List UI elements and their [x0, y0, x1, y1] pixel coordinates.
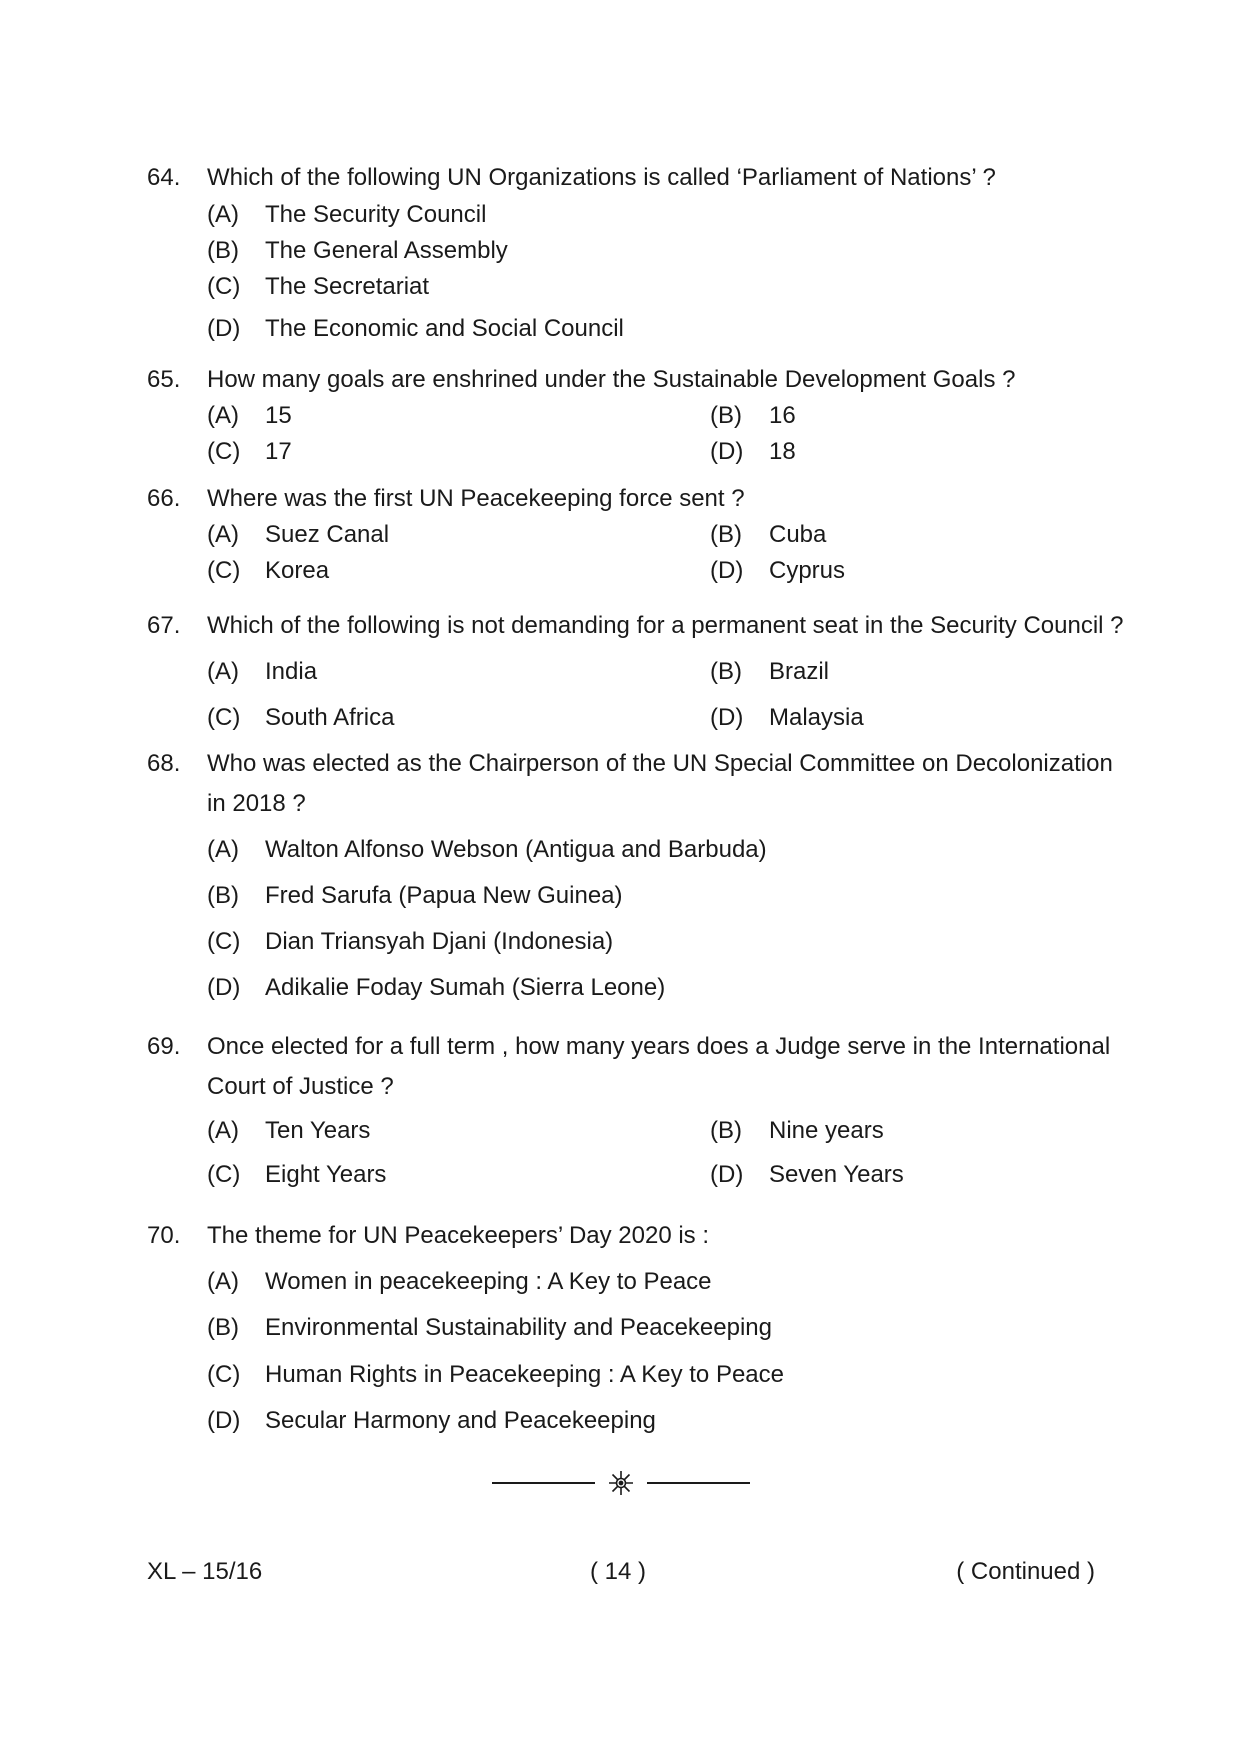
option-label: (A) [207, 1268, 239, 1295]
option-text: Women in peacekeeping : A Key to Peace [265, 1268, 712, 1295]
question-text: The theme for UN Peacekeepers’ Day 2020 is : [207, 1222, 710, 1249]
option-text: Fred Sarufa (Papua New Guinea) [265, 882, 623, 909]
option-label: (A) [207, 1117, 239, 1144]
option-text: Korea [265, 557, 330, 584]
page-number: ( 14 ) [590, 1558, 647, 1585]
option-text: Seven Years [769, 1161, 904, 1188]
option-label: (C) [207, 557, 241, 584]
option-text: The Secretariat [265, 273, 430, 300]
option-text: Eight Years [265, 1161, 387, 1188]
option-label: (D) [207, 315, 241, 342]
question-text: in 2018 ? [207, 790, 306, 817]
option-label: (A) [207, 658, 239, 685]
question-number: 67. [147, 612, 181, 639]
option-text: 16 [769, 402, 796, 429]
end-ornament [490, 1470, 752, 1496]
option-label: (D) [207, 1407, 241, 1434]
option-text: Secular Harmony and Peacekeeping [265, 1407, 656, 1434]
option-text: Brazil [769, 658, 830, 685]
option-label: (D) [207, 974, 241, 1001]
option-label: (A) [207, 836, 239, 863]
option-text: 15 [265, 402, 292, 429]
option-label: (C) [207, 928, 241, 955]
option-text: Nine years [769, 1117, 884, 1144]
paper-code: XL – 15/16 [147, 1558, 263, 1585]
option-text: Malaysia [769, 704, 864, 731]
option-text: The General Assembly [265, 237, 508, 264]
question-number: 64. [147, 164, 181, 191]
question-number: 70. [147, 1222, 181, 1249]
star-icon [609, 1471, 633, 1495]
question-number: 65. [147, 366, 181, 393]
option-label: (C) [207, 704, 241, 731]
option-text: 18 [769, 438, 796, 465]
option-label: (D) [710, 557, 744, 584]
option-text: The Security Council [265, 201, 487, 228]
option-label: (B) [710, 1117, 742, 1144]
question-text: Which of the following is not demanding for a permanent seat in the Security Council ? [207, 612, 1124, 639]
question-number: 68. [147, 750, 181, 777]
option-text: The Economic and Social Council [265, 315, 624, 342]
option-label: (A) [207, 521, 239, 548]
question-text: Court of Justice ? [207, 1073, 394, 1100]
option-text: Suez Canal [265, 521, 390, 548]
option-text: Environmental Sustainability and Peacekeeping [265, 1314, 772, 1341]
option-label: (B) [207, 1314, 239, 1341]
option-text: South Africa [265, 704, 395, 731]
option-label: (C) [207, 1161, 241, 1188]
option-label: (B) [710, 402, 742, 429]
option-label: (A) [207, 402, 239, 429]
option-label: (B) [710, 658, 742, 685]
option-label: (B) [207, 237, 239, 264]
question-text: Which of the following UN Organizations is called ‘Parliament of Nations’ ? [207, 164, 996, 191]
option-text: Walton Alfonso Webson (Antigua and Barbuda) [265, 836, 767, 863]
question-text: Who was elected as the Chairperson of the UN Special Committee on Decolonization [207, 750, 1113, 777]
question-text: How many goals are enshrined under the Sustainable Development Goals ? [207, 366, 1016, 393]
option-label: (B) [710, 521, 742, 548]
option-text: Cuba [769, 521, 827, 548]
option-label: (C) [207, 1361, 241, 1388]
continued-label: ( Continued ) [956, 1558, 1095, 1585]
option-label: (C) [207, 438, 241, 465]
option-text: India [265, 658, 318, 685]
option-label: (D) [710, 438, 744, 465]
question-text: Where was the first UN Peacekeeping force sent ? [207, 485, 745, 512]
option-text: Cyprus [769, 557, 846, 584]
option-text: Adikalie Foday Sumah (Sierra Leone) [265, 974, 666, 1001]
option-text: Dian Triansyah Djani (Indonesia) [265, 928, 614, 955]
option-label: (D) [710, 1161, 744, 1188]
option-text: Human Rights in Peacekeeping : A Key to Peace [265, 1361, 784, 1388]
question-text: Once elected for a full term , how many years does a Judge serve in the International [207, 1033, 1111, 1060]
option-label: (C) [207, 273, 241, 300]
option-text: Ten Years [265, 1117, 371, 1144]
option-text: 17 [265, 438, 292, 465]
option-label: (D) [710, 704, 744, 731]
option-label: (B) [207, 882, 239, 909]
option-label: (A) [207, 201, 239, 228]
question-number: 69. [147, 1033, 181, 1060]
question-number: 66. [147, 485, 181, 512]
